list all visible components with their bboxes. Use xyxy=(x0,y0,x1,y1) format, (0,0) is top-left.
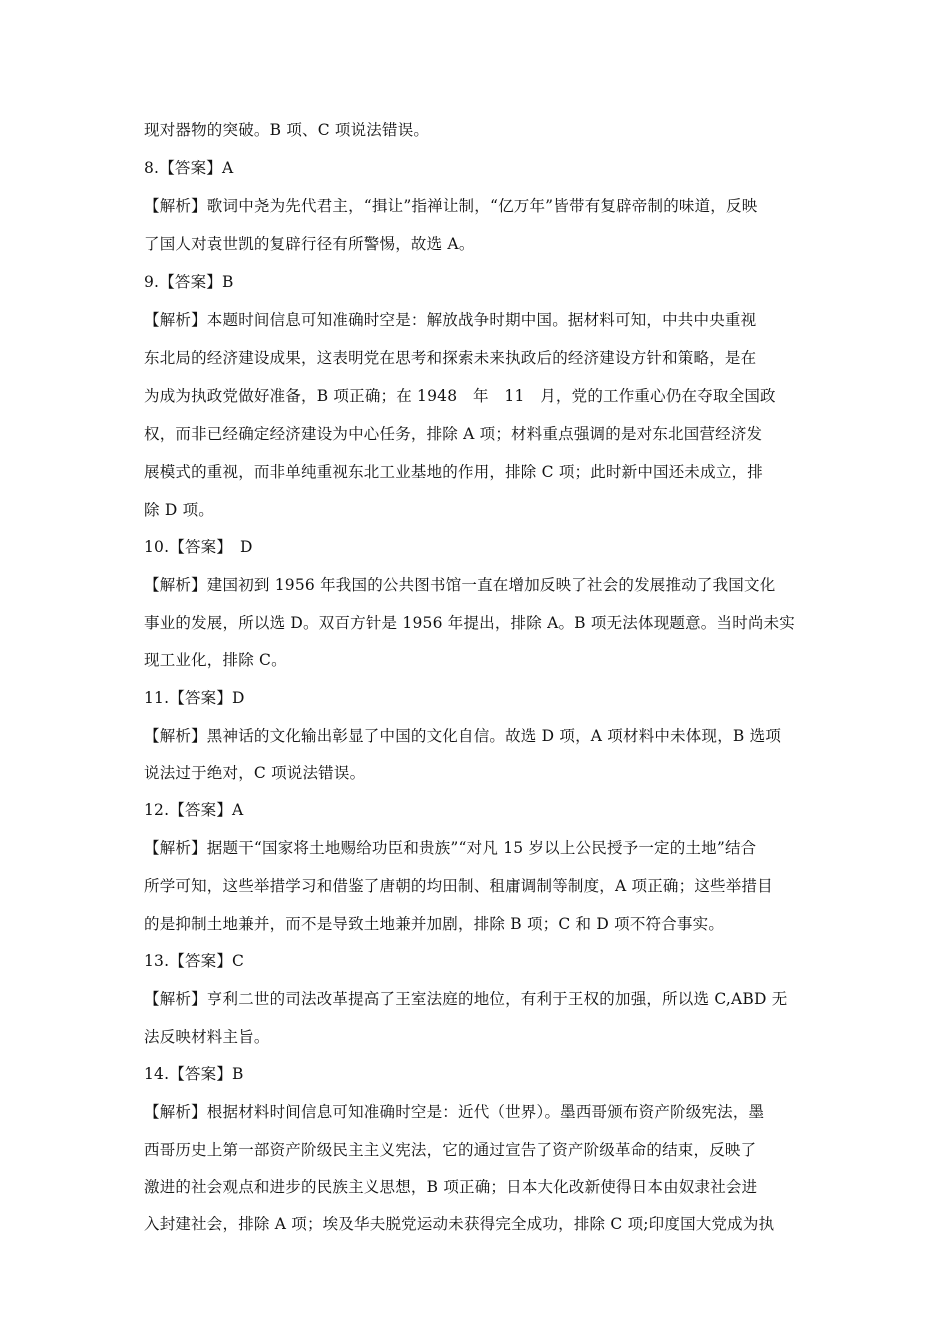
text-line: 为成为执政党做好准备，B 项正确；在 1948 年 11 月，党的工作重心仍在夺取全国政 xyxy=(144,387,776,405)
text-line: 东北局的经济建设成果，这表明党在思考和探索未来执政后的经济建设方针和策略，是在 xyxy=(144,349,757,367)
text-line: 【解析】据题干“国家将土地赐给功臣和贵族”“对凡 15 岁以上公民授予一定的土地”结合 xyxy=(144,839,757,857)
answer-heading: 14.【答案】B xyxy=(144,1065,244,1083)
text-line: 【解析】亨利二世的司法改革提高了王室法庭的地位，有利于王权的加强，所以选 C,ABD 无 xyxy=(144,990,788,1008)
answer-heading: 10.【答案】 D xyxy=(144,538,253,556)
answer-heading: 13.【答案】C xyxy=(144,952,245,970)
text-line: 法反映材料主旨。 xyxy=(144,1028,270,1046)
answer-heading: 11.【答案】D xyxy=(144,689,245,707)
text-line: 【解析】黑神话的文化输出彰显了中国的文化自信。故选 D 项，A 项材料中未体现，B 选项 xyxy=(144,727,782,745)
text-line: 【解析】根据材料时间信息可知准确时空是：近代（世界）。墨西哥颁布资产阶级宪法，墨 xyxy=(144,1103,765,1121)
text-line: 激进的社会观点和进步的民族主义思想，B 项正确；日本大化改新使得日本由奴隶社会进 xyxy=(144,1178,758,1196)
text-line: 现工业化，排除 C。 xyxy=(144,651,287,669)
text-line: 展模式的重视，而非单纯重视东北工业基地的作用，排除 C 项；此时新中国还未成立，排 xyxy=(144,463,763,481)
text-line: 事业的发展，所以选 D。双百方针是 1956 年提出，排除 A。B 项无法体现题意。当时尚未实 xyxy=(144,614,795,632)
answer-heading: 8.【答案】A xyxy=(144,159,234,177)
text-line: 【解析】建国初到 1956 年我国的公共图书馆一直在增加反映了社会的发展推动了我国文化 xyxy=(144,576,776,594)
text-line: 除 D 项。 xyxy=(144,501,214,519)
text-line: 【解析】歌词中尧为先代君主，“揖让”指禅让制，“亿万年”皆带有复辟帝制的味道，反映 xyxy=(144,197,758,215)
text-line: 入封建社会，排除 A 项；埃及华夫脱党运动未获得完全成功，排除 C 项;印度国大党成为执 xyxy=(144,1215,775,1233)
text-line: 西哥历史上第一部资产阶级民主主义宪法，它的通过宣告了资产阶级革命的结束，反映了 xyxy=(144,1141,757,1159)
answer-heading: 9.【答案】B xyxy=(144,273,234,291)
text-line: 所学可知，这些举措学习和借鉴了唐朝的均田制、租庸调制等制度，A 项正确；这些举措目 xyxy=(144,877,773,895)
text-line: 权，而非已经确定经济建设为中心任务，排除 A 项；材料重点强调的是对东北国营经济发 xyxy=(144,425,763,443)
text-line: 了国人对袁世凯的复辟行径有所警惕，故选 A。 xyxy=(144,235,475,253)
text-line: 的是抑制土地兼并，而不是导致土地兼并加剧，排除 B 项；C 和 D 项不符合事实。 xyxy=(144,915,725,933)
text-line: 【解析】本题时间信息可知准确时空是：解放战争时期中国。据材料可知，中共中央重视 xyxy=(144,311,757,329)
text-line: 说法过于绝对，C 项说法错误。 xyxy=(144,764,366,782)
answer-heading: 12.【答案】A xyxy=(144,801,244,819)
text-line: 现对器物的突破。B 项、C 项说法错误。 xyxy=(144,121,430,139)
